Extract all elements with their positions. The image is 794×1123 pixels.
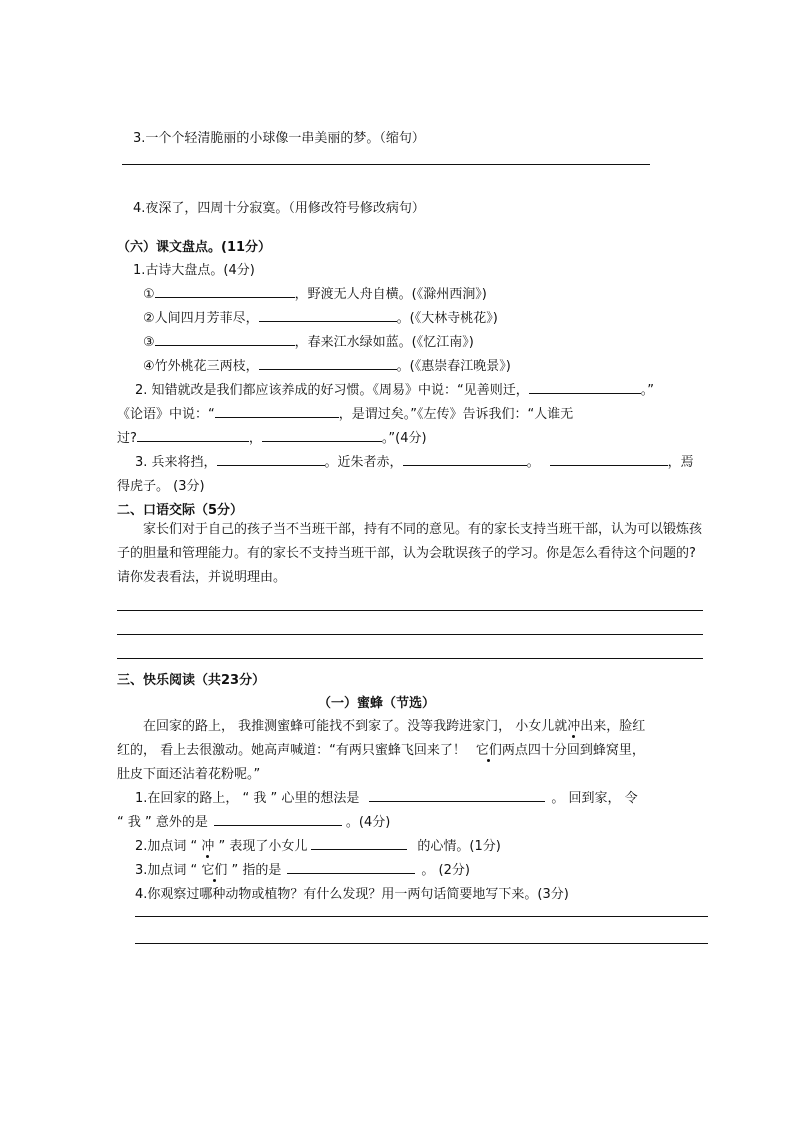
- answer-line[interactable]: [122, 164, 650, 165]
- poem-line-1: ① ，野渡无人舟自横。(《滁州西涧》): [143, 283, 487, 302]
- answer-line[interactable]: [135, 916, 708, 917]
- poem-subtitle: 1.古诗大盘点。(4分): [133, 263, 255, 278]
- oral-paragraph: 家长们对于自己的孩子当不当班干部，持有不同的意见。有的家长支持当班干部，认为可以锻炼孩子的胆量和管理能力。有的家长不支持当班干部，认为会耽误孩子的学习。你是怎么看待这个问题的?请你发表看法，并说明理由。: [117, 522, 703, 585]
- blank[interactable]: [217, 451, 325, 466]
- read-q2: 2.加点词 “ 冲 ” 表现了小女儿 的心情。(1分): [135, 835, 501, 854]
- blank[interactable]: [403, 451, 527, 466]
- question-fix-sentence: 4.夜深了，四周十分寂寞。（用修改符号修改病句）: [133, 201, 425, 216]
- q2-line-1: 2. 知错就改是我们都应该养成的好习惯。《周易》中说：“见善则迁， 。”: [135, 379, 654, 398]
- section2-title: 二、口语交际（5分）: [117, 503, 244, 518]
- passage-line-2: 红的， 看上去很激动。她高声喊道：“有两只蜜蜂飞回来了！ 它们两点四十分回到蜂窝里，: [117, 743, 645, 758]
- section6-title: （六）课文盘点。(11分）: [117, 240, 272, 255]
- answer-line[interactable]: [117, 658, 703, 659]
- passage-line-1: 在回家的路上， 我推测蜜蜂可能找不到家了。没等我跨进家门， 小女儿就冲出来，脸红: [143, 719, 646, 734]
- blank[interactable]: [311, 835, 407, 850]
- read-q3: 3.加点词 “ 它们 ” 指的是 。 (2分): [135, 859, 470, 878]
- poem-line-4: ④竹外桃花三两枝， 。(《惠崇春江晚景》): [143, 355, 511, 374]
- blank[interactable]: [529, 379, 641, 394]
- question-condense-sentence: 3.一个个轻清脆丽的小球像一串美丽的梦。（缩句）: [133, 131, 425, 146]
- poem-line-2: ②人间四月芳菲尽， 。(《大林寺桃花》): [143, 307, 498, 326]
- read-q1-line-1: 1.在回家的路上， “ 我 ” 心里的想法是 。 回到家， 令: [135, 787, 638, 806]
- passage-title: （一）蜜蜂（节选）: [318, 696, 436, 711]
- blank[interactable]: [259, 355, 397, 370]
- blank[interactable]: [215, 403, 339, 418]
- q2-line-2: 《论语》中说：“ ，是谓过矣。”《左传》告诉我们：“人谁无: [117, 403, 573, 422]
- answer-line[interactable]: [135, 943, 708, 944]
- read-q4: 4.你观察过哪种动物或植物？有什么发现？用一两句话简要地写下来。(3分): [135, 887, 569, 902]
- blank[interactable]: [155, 331, 295, 346]
- blank[interactable]: [155, 283, 295, 298]
- q2-line-3: 过? ， 。”(4分): [117, 427, 427, 446]
- blank[interactable]: [287, 859, 415, 874]
- blank[interactable]: [137, 427, 249, 442]
- passage-line-3: 肚皮下面还沾着花粉呢。”: [117, 767, 261, 782]
- read-q1-line-2: “ 我 ” 意外的是 。(4分): [117, 811, 390, 830]
- q3-line-2: 得虎子。 (3分): [117, 479, 205, 494]
- dotted-word-tamen: 它们: [475, 743, 502, 758]
- poem-line-3: ③ ，春来江水绿如蓝。(《忆江南》): [143, 331, 474, 350]
- blank[interactable]: [259, 307, 397, 322]
- blank[interactable]: [214, 811, 342, 826]
- blank[interactable]: [262, 427, 382, 442]
- blank[interactable]: [369, 787, 545, 802]
- blank[interactable]: [550, 451, 668, 466]
- answer-line[interactable]: [117, 610, 703, 611]
- dotted-word-chong: 冲: [567, 719, 581, 734]
- answer-line[interactable]: [117, 634, 703, 635]
- section3-title: 三、快乐阅读（共23分）: [117, 673, 266, 688]
- q3-line-1: 3. 兵来将挡， 。近朱者赤， 。 ，焉: [135, 451, 694, 470]
